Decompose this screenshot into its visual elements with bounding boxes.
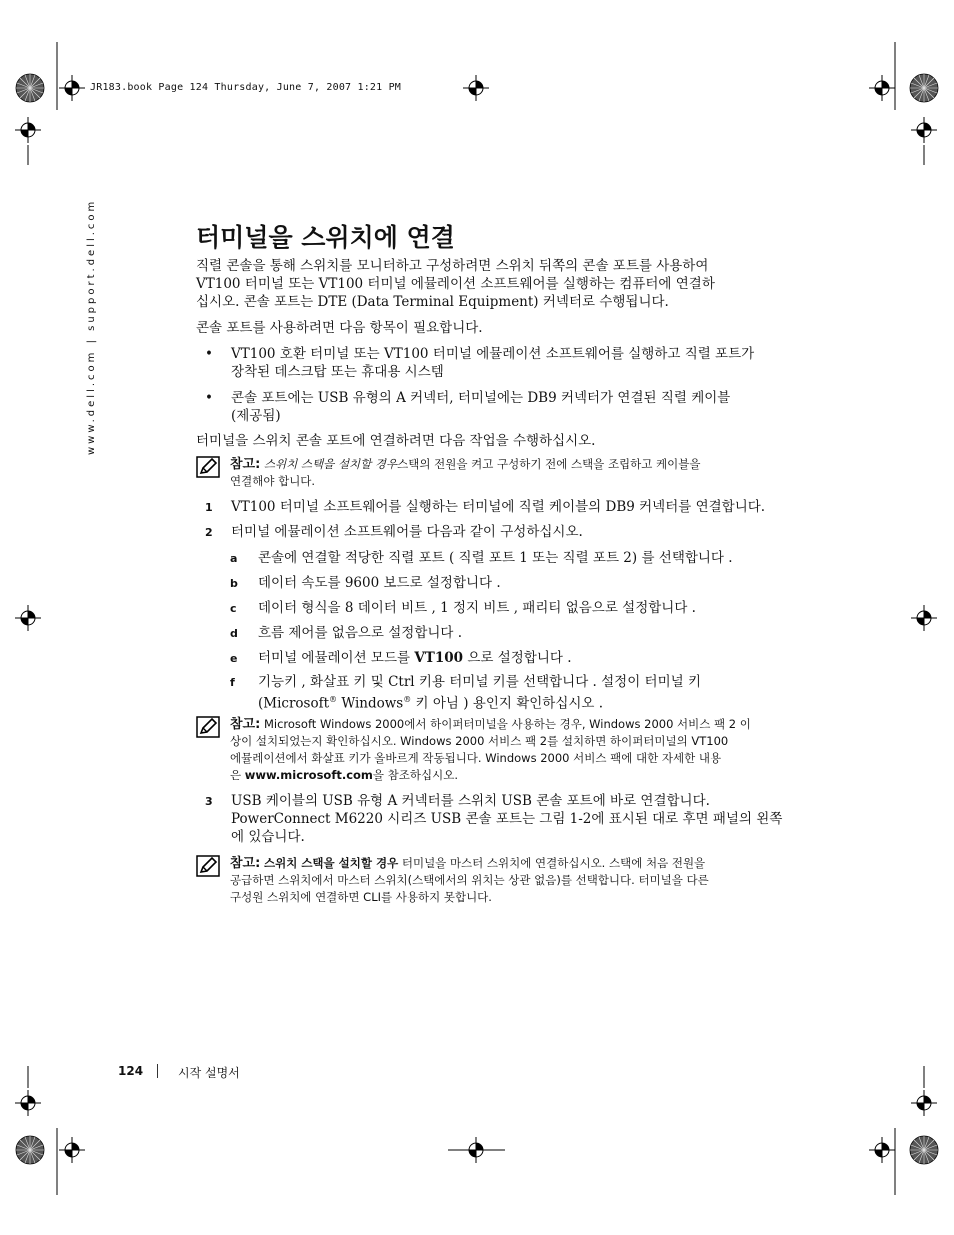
page-number: 124: [118, 1064, 144, 1078]
microsoft-link[interactable]: www.microsoft.com: [244, 768, 373, 782]
book-header: JR183.book Page 124 Thursday, June 7, 2007 1:21 PM: [90, 82, 402, 93]
note-pencil-icon: [196, 855, 220, 877]
procedure-intro: 터미널을 스위치 콘솔 포트에 연결하려면 다음 작업을 수행하십시오.: [196, 433, 596, 449]
bullet-icon: •: [205, 390, 213, 406]
note-pencil-icon: [196, 716, 220, 738]
sidebar-url: www.dell.com | support.dell.com: [86, 198, 97, 455]
note-pencil-icon: [196, 456, 220, 478]
intro-paragraph: 직렬 콘솔을 통해 스위치를 모니터하고 구성하려면 스위치 뒤쪽의 콘솔 포트를 사용하여 VT100 터미널 또는 VT100 터미널 에뮬레이션 소프트웨어를 실행하는 컴퓨터에 연결하 십시오. 콘솔 포트는 DTE (Data Terminal Equipment) 커넥터로 수행됩니다.: [196, 258, 715, 310]
footer-divider: [157, 1064, 158, 1078]
requirements-intro: 콘솔 포트를 사용하려면 다음 항목이 필요합니다.: [196, 320, 483, 336]
page-title: 터미널을 스위치에 연결: [196, 223, 455, 252]
bullet-icon: •: [205, 346, 213, 362]
footer-section-title: 시작 설명서: [178, 1066, 240, 1080]
